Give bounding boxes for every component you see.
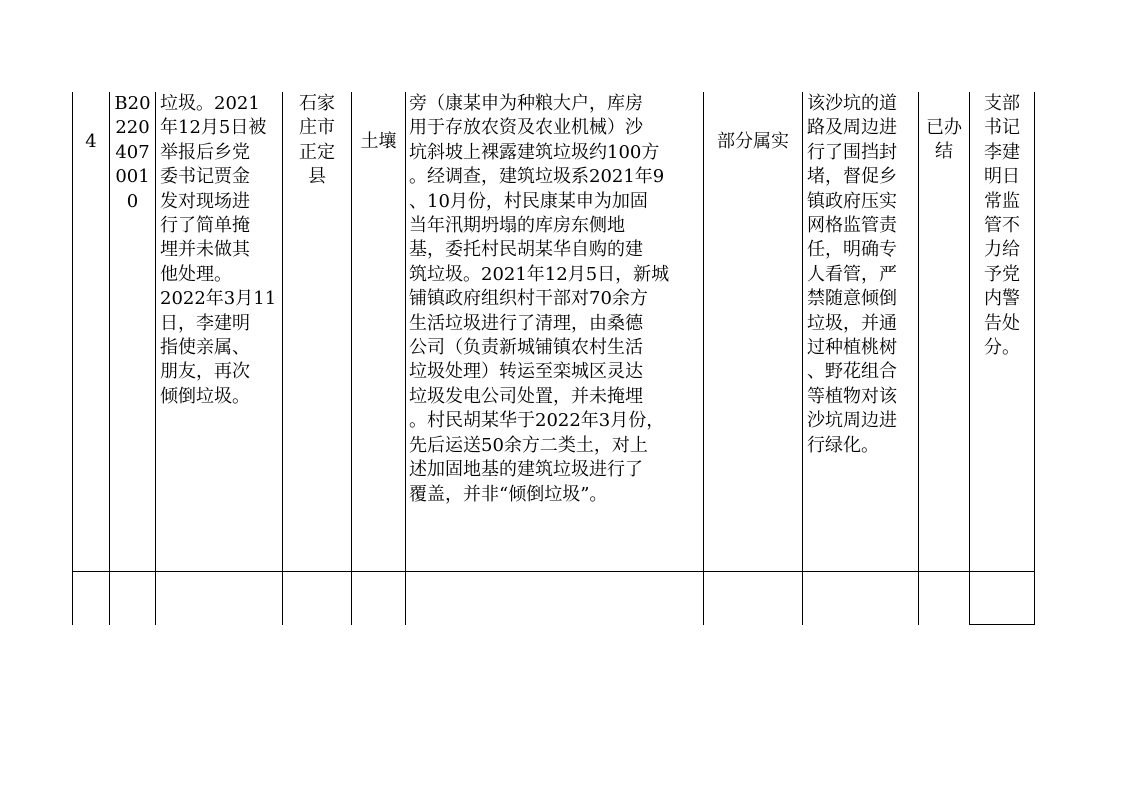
table-bottom-border-partial	[969, 624, 1035, 625]
complaint-line: 埋并未做其	[160, 239, 250, 261]
findings-line: 坑斜坡上裸露建筑垃圾约100方	[409, 141, 660, 163]
accountability-line: 支部	[984, 93, 1020, 114]
findings-line: 公司（负责新城铺镇农村生活	[409, 337, 643, 359]
accountability-line: 予党	[984, 263, 1020, 285]
rectification-line: 、野花组合	[807, 361, 897, 383]
rectification-line: 人看管，严	[807, 263, 897, 285]
pollution-category: 土壤	[360, 130, 397, 152]
findings-line: 覆盖，并非“倾倒垃圾”。	[409, 483, 608, 505]
rectification-line: 等植物对该	[807, 385, 897, 407]
findings-line: 当年汛期坍塌的库房东侧地	[409, 215, 625, 237]
rectification-line: 路及周边进	[807, 117, 897, 139]
accountability-line: 分。	[984, 337, 1020, 359]
findings-line: 铺镇政府组织村干部对70余方	[409, 288, 648, 310]
region-line: 石家	[299, 93, 335, 114]
region-line: 县	[308, 166, 326, 188]
case-number-line: 0	[126, 190, 139, 212]
region-line: 正定	[299, 141, 335, 163]
complaint-line: 垃圾。2021	[160, 93, 260, 114]
status-cell	[919, 116, 969, 165]
status-line: 已办	[926, 117, 962, 138]
rectification-line: 镇政府压实	[807, 190, 897, 212]
findings-line: 垃圾发电公司处置，并未掩埋	[409, 385, 643, 407]
findings-line: 。经调查，建筑垃圾系2021年9	[409, 166, 665, 188]
rectification-line: 堵，督促乡	[807, 166, 897, 188]
accountability-line: 常监	[984, 190, 1020, 212]
findings-line: 筑垃圾。2021年12月5日，新城	[409, 263, 670, 285]
complaint-content-cell	[160, 92, 282, 409]
verdict-cell	[704, 92, 802, 192]
findings-line: 旁（康某申为种粮大户，库房	[409, 93, 643, 114]
accountability-line: 内警	[984, 288, 1020, 310]
column-divider	[802, 92, 803, 625]
findings-line: 生活垃圾进行了清理，由桑德	[409, 312, 643, 334]
accountability-line: 李建	[984, 141, 1020, 163]
findings-line: 垃圾处理）转运至栾城区灵达	[409, 361, 643, 383]
complaint-line: 举报后乡党	[160, 141, 250, 163]
accountability-line: 明日	[984, 166, 1020, 188]
column-divider	[155, 92, 156, 625]
row-index-cell	[73, 92, 109, 192]
investigation-findings-cell	[409, 92, 703, 507]
column-divider	[405, 92, 406, 625]
complaint-line: 朋友，再次	[160, 361, 250, 383]
complaint-line: 发对现场进	[160, 190, 250, 212]
rectification-line: 行绿化。	[807, 434, 879, 456]
verdict: 部分属实	[717, 130, 789, 152]
pollution-category-cell	[352, 92, 405, 192]
rectification-line: 网格监管责	[807, 215, 897, 237]
accountability-line: 告处	[984, 312, 1020, 334]
rectification-line: 行了围挡封	[807, 141, 897, 163]
row-divider	[72, 571, 1035, 572]
complaint-line: 委书记贾金	[160, 166, 250, 188]
accountability-line: 管不	[984, 215, 1020, 237]
case-number-line: 220	[115, 117, 150, 139]
rectification-line: 垃圾，并通	[807, 312, 897, 334]
case-number-line: 407	[115, 141, 150, 163]
findings-line: 用于存放农资及农业机械）沙	[409, 117, 643, 139]
findings-line: 先后运送50余方二类土，对上	[409, 434, 648, 456]
region-cell	[283, 92, 351, 190]
accountability-line: 力给	[984, 239, 1020, 261]
complaint-line: 指使亲属、	[160, 337, 250, 359]
complaint-line: 倾倒垃圾。	[160, 385, 250, 407]
rectification-line: 该沙坑的道	[807, 93, 897, 114]
row-index: 4	[85, 130, 97, 152]
accountability-line: 书记	[984, 117, 1020, 139]
region-line: 庄市	[299, 117, 335, 139]
rectification-line: 过种植桃树	[807, 337, 897, 359]
status-line: 结	[935, 141, 953, 163]
table-border-right	[1034, 92, 1035, 625]
rectification-line: 任，明确专	[807, 239, 897, 261]
complaint-line: 日，李建明	[160, 312, 250, 334]
findings-line: 基，委托村民胡某华自购的建	[409, 239, 643, 261]
complaint-line: 2022年3月11	[160, 288, 277, 310]
case-number-cell	[110, 92, 155, 214]
accountability-cell	[970, 92, 1034, 360]
findings-line: 。村民胡某华于2022年3月份，	[409, 410, 665, 432]
case-number-line: 001	[115, 166, 150, 188]
complaint-line: 他处理。	[160, 263, 232, 285]
rectification-line: 沙坑周边进	[807, 410, 897, 432]
rectification-line: 禁随意倾倒	[807, 288, 897, 310]
complaint-line: 年12月5日被	[160, 117, 267, 139]
findings-line: 、10月份，村民康某申为加固	[409, 190, 648, 212]
complaint-line: 行了简单掩	[160, 215, 250, 237]
findings-line: 述加固地基的建筑垃圾进行了	[409, 459, 643, 481]
column-divider	[918, 92, 919, 625]
case-number-line: B20	[114, 93, 151, 114]
rectification-cell	[807, 92, 918, 458]
